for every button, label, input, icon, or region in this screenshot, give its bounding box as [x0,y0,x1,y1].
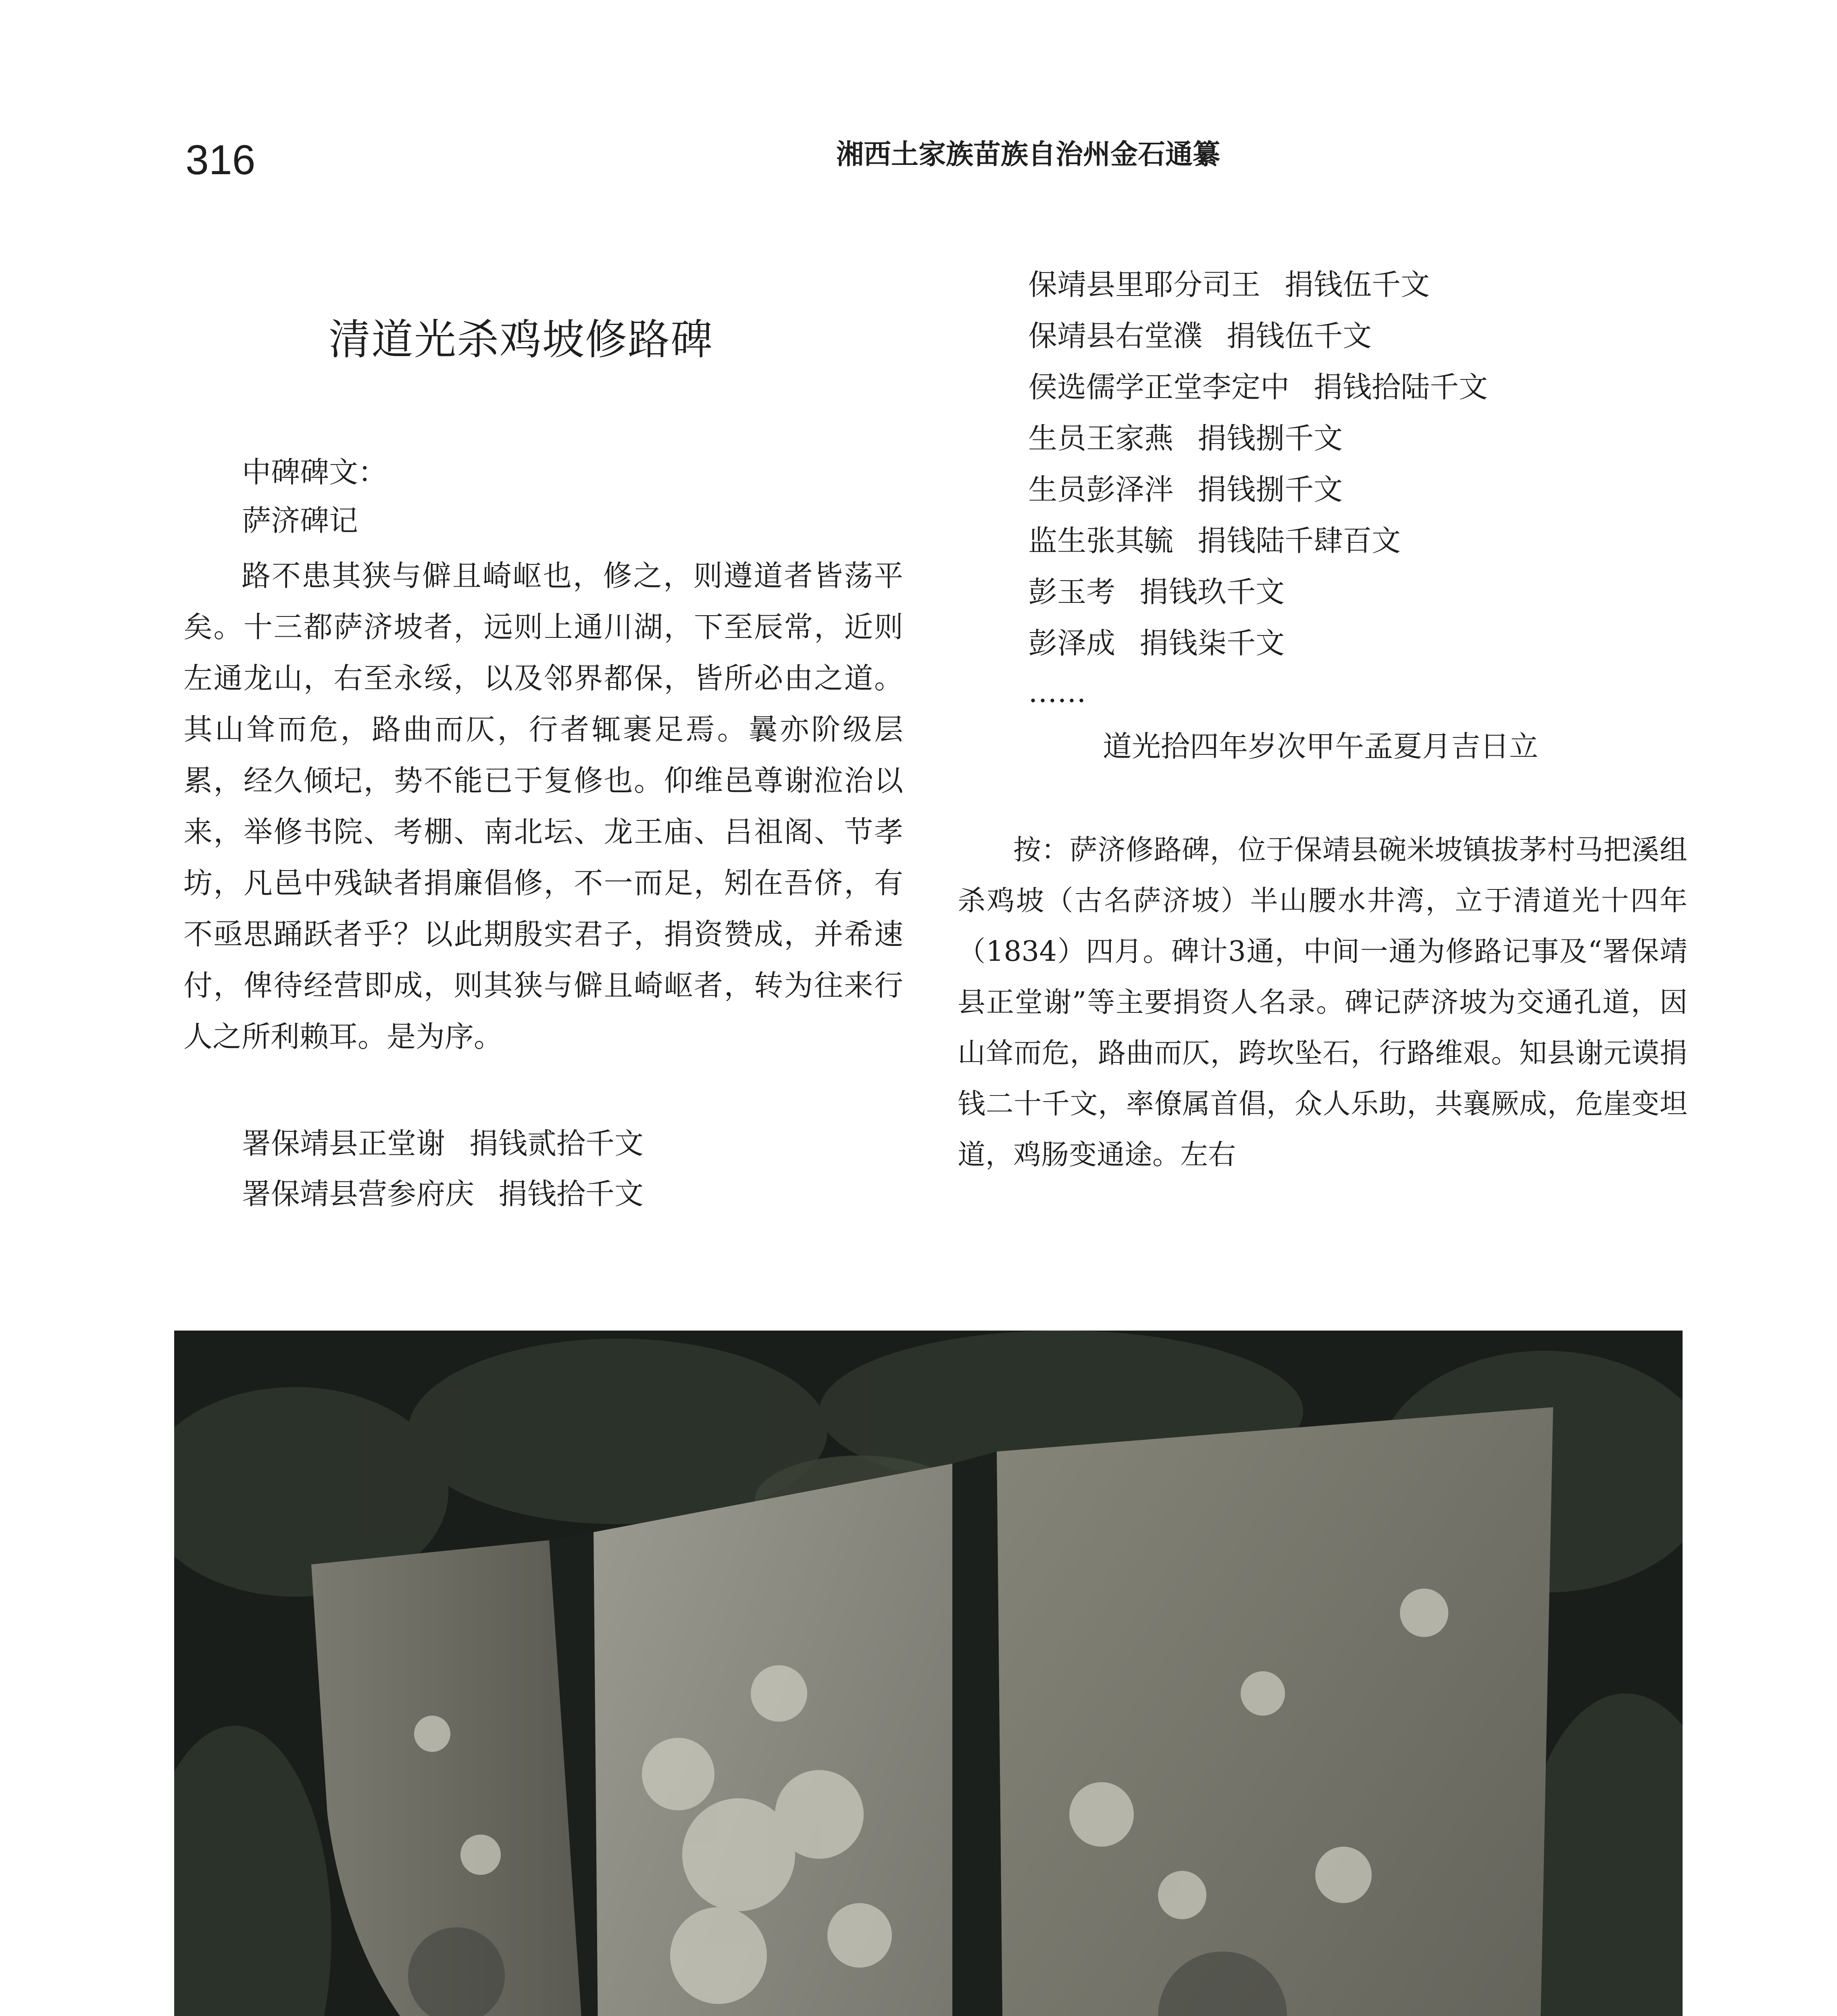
stele-label: 中碑碑文： [242,455,387,489]
donor-amount: 捐钱伍千文 [1285,268,1430,302]
donor-amount: 捐钱拾陆千文 [1314,370,1488,404]
donor-amount: 捐钱拾千文 [498,1177,644,1211]
donor-name: 生员王家燕 [1028,421,1174,455]
donor-name: 署保靖县正堂谢 [242,1127,446,1160]
donor-name: 生员彭泽泮 [1028,473,1174,506]
donor-line [1028,370,1488,404]
donor-name: 署保靖县营参府庆 [242,1177,475,1211]
donor-amount: 捐钱捌千文 [1198,473,1343,506]
ellipsis: …… [1028,675,1086,709]
page-number: 316 [185,137,256,183]
donor-line [242,1177,644,1211]
article-title: 清道光杀鸡坡修路碑 [329,315,714,364]
donor-name: 彭泽成 [1028,626,1116,660]
donor-amount: 捐钱捌千文 [1198,421,1343,455]
running-head: 湘西土家族苗族自治州金石通纂 [836,139,1220,171]
donor-amount: 捐钱玖千文 [1139,575,1285,609]
donor-line [242,1129,644,1158]
donor-amount: 捐钱贰拾千文 [469,1127,644,1160]
donor-name: 保靖县里耶分司王 [1028,268,1261,302]
donor-line [1028,626,1285,660]
dateline: 道光拾四年岁次甲午孟夏月吉日立 [1103,729,1539,763]
donor-amount: 捐钱柒千文 [1139,626,1285,660]
stele-photo [174,1331,1683,2016]
donor-line [1028,575,1285,609]
inscription-body: 路不患其狭与僻且崎岖也，修之，则遵道者皆荡平矣。十三都萨济坡者，远则上通川湖，下至辰常，近则左通龙山，右至永绥，以及邻界都保，皆所必由之道。其山耸而危，路曲而仄，行者辄裹足焉。曩亦阶级层累，经久倾圮，势不能已于复修也。仰维邑尊谢涖治以来，举修书院、考棚、南北坛、龙王庙、吕祖阁、节孝坊，凡邑中残缺者捐廉倡修，不一而足，矧在吾侪，有不亟思踊跃者乎？以此期殷实君子，捐资赞成，并希速付，俾待经营即成，则其狭与僻且崎岖者，转为往来行人之所利赖耳。是为序。 [183,559,903,1054]
donor-amount: 捐钱伍千文 [1227,319,1372,353]
donor-name: 保靖县右堂濮 [1028,319,1203,353]
donor-amount: 捐钱陆千肆百文 [1198,524,1401,558]
donor-line [1028,319,1372,353]
editor-note: 按：萨济修路碑，位于保靖县碗米坡镇拔茅村马把溪组杀鸡坡（古名萨济坡）半山腰水井湾，立于清道光十四年（1834）四月。碑计3通，中间一通为修路记事及“署保靖县正堂谢”等主要捐资人名录。碑记萨济坡为交通孔道，因山耸而危，路曲而仄，跨坎坠石，行路维艰。知县谢元谟捐钱二十千文，率僚属首倡，众人乐助，共襄厥成，危崖变坦道，鸡肠变通途。左右 [958,834,1687,1171]
donor-line [1028,475,1343,504]
donor-name: 彭玉考 [1028,575,1116,609]
donor-name: 侯选儒学正堂李定中 [1028,370,1290,404]
inscription-title: 萨济碑记 [242,504,358,537]
donor-name: 监生张其毓 [1028,524,1174,558]
donor-line [1028,524,1401,558]
donor-line [1028,421,1343,455]
donor-line [1028,268,1430,302]
